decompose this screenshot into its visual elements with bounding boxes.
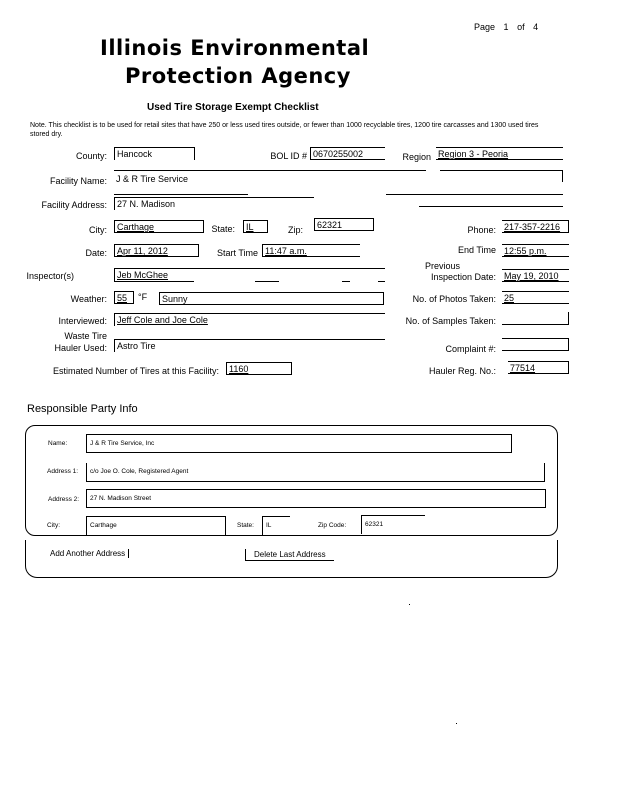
- estimated-tires-field[interactable]: 1160: [226, 362, 292, 375]
- responsible-party-title: Responsible Party Info: [27, 403, 138, 415]
- state-label: State:: [211, 224, 235, 234]
- date-field[interactable]: Apr 11, 2012: [114, 244, 199, 257]
- rp-state-label: State:: [237, 522, 254, 529]
- complaint-field[interactable]: [502, 338, 569, 351]
- hauler-reg-field[interactable]: 77514: [508, 361, 569, 374]
- facility-address-field[interactable]: 27 N. Madison: [114, 197, 314, 210]
- rp-address2-field[interactable]: 27 N. Madison Street: [86, 489, 546, 508]
- photos-field[interactable]: 25: [502, 291, 569, 304]
- page-current: 1: [503, 22, 509, 32]
- city-label: City:: [89, 225, 107, 235]
- inspectors-line-1: [114, 281, 194, 282]
- samples-field[interactable]: [502, 312, 569, 325]
- facility-name-label: Facility Name:: [49, 176, 107, 186]
- hauler-reg-label: Hauler Reg. No.:: [428, 366, 496, 376]
- inspectors-field[interactable]: Jeb McGhee: [114, 268, 385, 281]
- rp-city-label: City:: [47, 522, 60, 529]
- page-of: of: [517, 22, 525, 32]
- weather-unit: °F: [138, 292, 148, 302]
- previous-inspection-field[interactable]: May 19, 2010: [502, 269, 569, 282]
- city-field[interactable]: Carthage: [114, 220, 204, 233]
- page-indicator: [474, 22, 538, 32]
- rp-address1-field[interactable]: c/o Joe O. Cole, Registered Agent: [86, 463, 545, 482]
- agency-name-line2: Protection Agency: [125, 64, 351, 88]
- page-label: Page: [474, 22, 496, 32]
- end-time-field[interactable]: 12:55 p.m.: [502, 244, 569, 257]
- phone-field[interactable]: 217-357-2216: [502, 220, 569, 233]
- interviewed-field[interactable]: Jeff Cole and Joe Cole: [114, 313, 385, 326]
- form-note: Note. This checklist is to be used for retail sites that have 250 or less used tires outside, or fewer than 1000 recyclable tires, 1200 tire carcasses and 1300 used tires stored dry.: [30, 122, 539, 138]
- rp-name-field[interactable]: J & R Tire Service, Inc: [86, 434, 512, 453]
- facility-line-3: [386, 194, 563, 195]
- rp-address1-label: Address 1:: [47, 468, 79, 475]
- facility-name-field[interactable]: J & R Tire Service: [116, 174, 189, 184]
- agency-name-line1: Illinois Environmental: [100, 36, 370, 60]
- samples-label: No. of Samples Taken:: [405, 316, 496, 326]
- region-field[interactable]: Region 3 - Peoria: [436, 147, 563, 160]
- add-address-button[interactable]: Add Another Address: [50, 549, 129, 558]
- hauler-label-1: Waste Tire: [64, 331, 107, 341]
- bol-id-field[interactable]: 0670255002: [310, 147, 385, 160]
- previous-label-1: Previous: [425, 261, 461, 271]
- state-field[interactable]: IL: [243, 220, 268, 233]
- phone-label: Phone:: [467, 225, 496, 235]
- delete-address-button[interactable]: Delete Last Address: [245, 549, 334, 561]
- facility-name-line: [114, 170, 426, 171]
- form-title: Used Tire Storage Exempt Checklist: [147, 102, 319, 113]
- scan-dot: [456, 723, 457, 724]
- scan-dot: [409, 604, 410, 605]
- rp-address2-label: Address 2:: [48, 496, 80, 503]
- inspectors-line-2: [255, 281, 279, 282]
- estimated-tires-label: Estimated Number of Tires at this Facility:: [52, 366, 219, 376]
- interviewed-label: Interviewed:: [58, 316, 107, 326]
- facility-name-right-border: [562, 171, 563, 182]
- rp-zip-field[interactable]: 62321: [361, 515, 425, 534]
- inspectors-label: Inspector(s): [26, 271, 74, 281]
- previous-label-2: Inspection Date:: [430, 272, 496, 282]
- facility-address-line-right: [419, 206, 563, 207]
- facility-name-line-right: [440, 170, 563, 171]
- rp-zip-label: Zip Code:: [318, 522, 347, 529]
- weather-temp-field[interactable]: 55: [114, 291, 134, 304]
- end-time-label: End Time: [457, 245, 496, 255]
- rp-name-label: Name:: [48, 440, 68, 447]
- facility-address-label: Facility Address:: [41, 200, 107, 210]
- start-time-field[interactable]: 11:47 a.m.: [262, 244, 360, 257]
- hauler-used-field[interactable]: Astro Tire: [114, 339, 385, 352]
- rp-state-field[interactable]: IL: [262, 516, 290, 535]
- zip-label: Zip:: [287, 225, 303, 235]
- date-label: Date:: [85, 248, 107, 258]
- bol-id-label: BOL ID #: [270, 151, 307, 161]
- hauler-label-2: Hauler Used:: [54, 343, 107, 353]
- weather-desc-field[interactable]: Sunny: [159, 292, 384, 305]
- rp-city-field[interactable]: Carthage: [86, 516, 226, 535]
- county-field[interactable]: Hancock: [114, 147, 195, 160]
- weather-label: Weather:: [70, 294, 107, 304]
- inspectors-line-3: [342, 281, 350, 282]
- inspectors-line-4: [378, 281, 385, 282]
- region-label: Region: [402, 152, 431, 162]
- complaint-label: Complaint #:: [445, 344, 496, 354]
- county-label: County:: [75, 151, 107, 161]
- page-total: 4: [533, 22, 539, 32]
- start-time-label: Start Time: [216, 248, 258, 258]
- facility-line-2: [114, 194, 248, 195]
- zip-field[interactable]: 62321: [314, 218, 374, 231]
- photos-label: No. of Photos Taken:: [412, 294, 496, 304]
